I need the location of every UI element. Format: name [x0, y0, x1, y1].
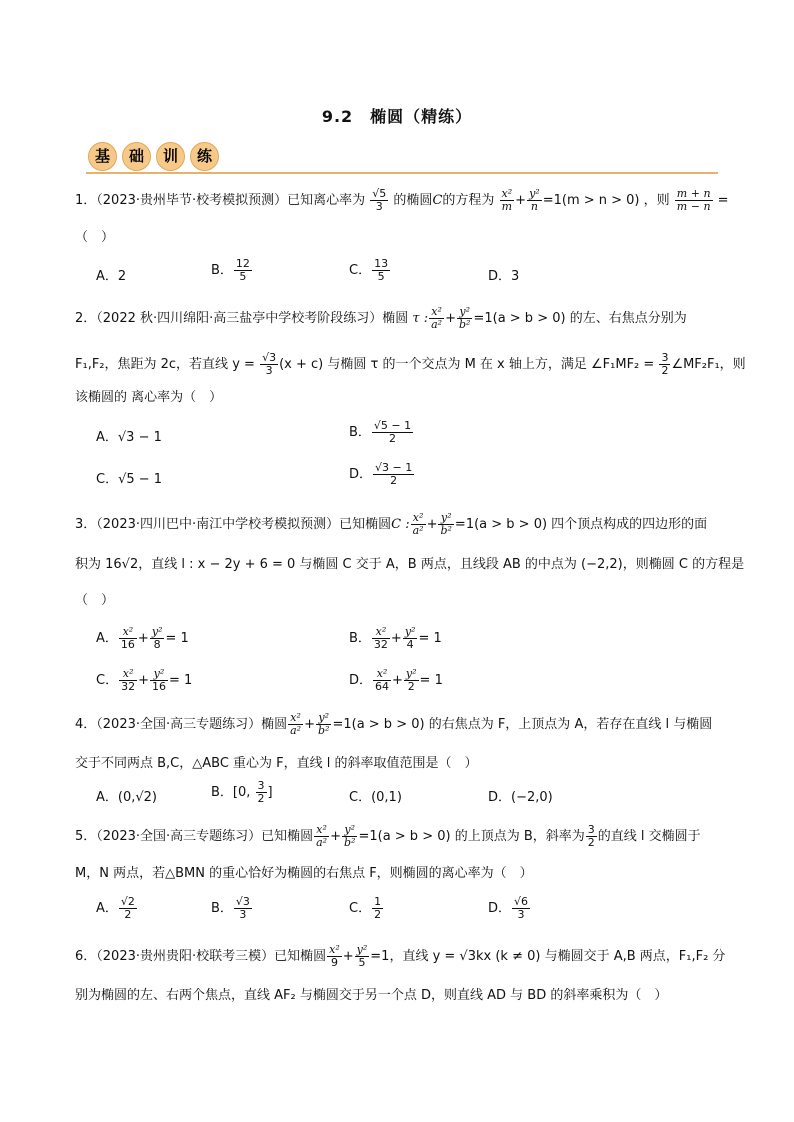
question-4: 4．（2023·全国·高三专题练习）椭圆 $\frac{\text{x²}}{\text{a²}}$ + $\frac{\text{y²}}{\text{b²}}$ =1(a > b > 0) 的右焦点为 F，上顶点为 A，若存在直线 l 与椭圆	[75, 711, 713, 737]
fraction: $\frac{\text{x²}}{m}$	[501, 187, 513, 213]
option-c: C． $\frac{13}{5}$	[349, 257, 389, 283]
fraction: $\frac{m + n}{m - n}$	[676, 187, 711, 213]
banner-char: 础	[122, 142, 151, 171]
page-title: 9.2 椭圆（精练）	[321, 107, 473, 126]
option-a: A． $\frac{√2}{2}$	[96, 895, 135, 921]
option-b: B． $\frac{12}{5}$	[211, 257, 250, 283]
question-3-line-2: 积为 16√2，直线 l : x − 2y + 6 = 0 与椭圆 C 交于 A，B 两点，且线段 AB 的中点为 (−2,2)，则椭圆 C 的方程是	[75, 557, 745, 572]
section-banner	[88, 142, 224, 171]
option-a: A． $\frac{\text{x²}}{16}$ + $\frac{\text{y²}}{8}$ = 1	[96, 625, 189, 651]
question-2-line-2: F₁,F₂，焦距为 2c，若直线 y = $\frac{√3}{3}$ (x + c) 与椭圆 τ 的一个交点为 M 在 x 轴上方，满足 ∠F₁MF₂ = $\frac{3}{2}$ ∠MF₂F₁，则	[75, 351, 746, 377]
option-d: D． $\frac{\text{x²}}{64}$ + $\frac{\text{y²}}{2}$ = 1	[349, 667, 443, 693]
question-6-line-2: 别为椭圆的左、右两个焦点，直线 AF₂ 与椭圆交于另一个点 D，则直线 AD 与 BD 的斜率乘积为（ ）	[75, 988, 668, 1003]
question-3: 3．（2023·四川巴中·南江中学校考模拟预测）已知椭圆C : $\frac{\text{x²}}{\text{a²}}$ + $\frac{\text{y²}}{\text{b²}}$ =1(a > b > 0) 四个顶点构成的四边形的面	[75, 511, 708, 537]
option-b: B．[0, $\frac{3}{2}$ ]	[211, 779, 273, 805]
answer-blank: （ ）	[75, 230, 115, 245]
question-2: 2．（2022 秋·四川绵阳·高三盐亭中学校考阶段练习）椭圆 τ : $\frac{\text{x²}}{\text{a²}}$ + $\frac{\text{y²}}{\text{b²}}$ =1(a > b > 0) 的左、右焦点分别为	[75, 305, 687, 331]
option-c: C． $\frac{1}{2}$	[349, 895, 382, 921]
option-d: D．3	[488, 269, 520, 284]
fraction: $\frac{\text{y²}}{n}$	[529, 187, 540, 213]
option-d: D．(−2,0)	[488, 790, 553, 805]
option-a: A．(0,√2)	[96, 790, 157, 805]
question-1: 1．（2023·贵州毕节·校考模拟预测）已知离心率为 $\frac{√5}{3}$ 的椭圆C的方程为 $\frac{\text{x²}}{m}$ + $\frac{\text{y²}}{n}$ =1(m > n > 0) ，则 $\frac{m + n}{m - n}$ =	[75, 187, 729, 213]
option-c: C．(0,1)	[349, 790, 402, 805]
option-d: D． $\frac{√3 - 1}{2}$	[349, 461, 413, 487]
question-5-line-2: M，N 两点，若△BMN 的重心恰好为椭圆的右焦点 F，则椭圆的离心率为（ ）	[75, 866, 533, 881]
option-a: A．2	[96, 269, 127, 284]
question-5: 5．（2023·全国·高三专题练习）已知椭圆 $\frac{\text{x²}}{\text{a²}}$ + $\frac{\text{y²}}{\text{b²}}$ =1(a > b > 0) 的上顶点为 B，斜率为 $\frac{3}{2}$ 的直线 l 交椭圆于	[75, 823, 701, 849]
option-c: C． $\frac{\text{x²}}{32}$ + $\frac{\text{y²}}{16}$ = 1	[96, 667, 193, 693]
question-4-line-2: 交于不同两点 B,C，△ABC 重心为 F，直线 l 的斜率取值范围是（ ）	[75, 756, 478, 771]
banner-char: 基	[88, 142, 117, 171]
option-b: B． $\frac{\text{x²}}{32}$ + $\frac{\text{y²}}{4}$ = 1	[349, 625, 442, 651]
question-2-line-3: 该椭圆的 离心率为（ ）	[75, 390, 223, 405]
option-b: B． $\frac{√5 - 1}{2}$	[349, 419, 412, 445]
question-6: 6．（2023·贵州贵阳·校联考三模）已知椭圆 $\frac{\text{x²}}{9}$ + $\frac{\text{y²}}{5}$ =1，直线 y = √3kx (k ≠ 0) 与椭圆交于 A,B 两点，F₁,F₂ 分	[75, 943, 726, 969]
banner-char: 训	[156, 142, 185, 171]
fraction: $\frac{√5}{3}$	[372, 187, 387, 213]
option-a: A．√3 − 1	[96, 430, 162, 445]
banner-char: 练	[190, 142, 219, 171]
answer-blank: （ ）	[75, 593, 115, 608]
option-b: B． $\frac{√3}{3}$	[211, 895, 250, 921]
option-d: D． $\frac{√6}{3}$	[488, 895, 529, 921]
option-c: C．√5 − 1	[96, 472, 163, 487]
section-divider	[86, 172, 718, 174]
